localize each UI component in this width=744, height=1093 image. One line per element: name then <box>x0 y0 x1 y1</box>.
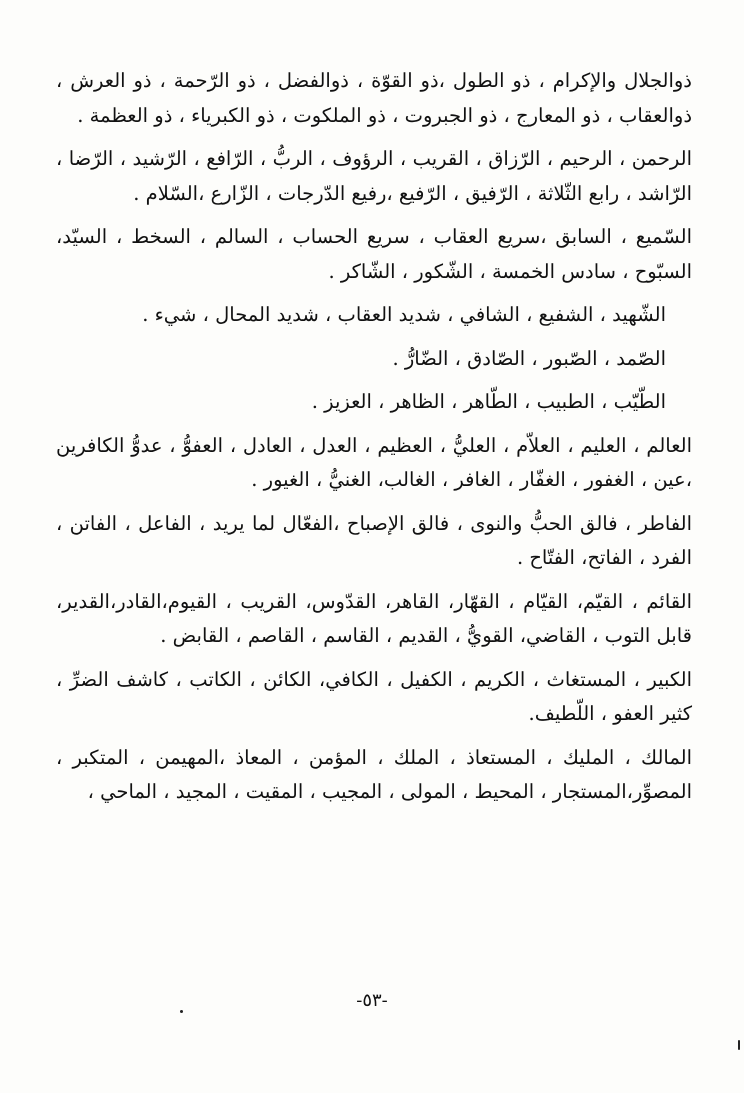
paragraph-shin: الشّهيد ، الشفيع ، الشافي ، شديد العقاب ، شديد المحال ، شيء . <box>142 303 666 326</box>
paragraph-dhu: ذوالجلال والإكرام ، ذو الطول ،ذو القوّة ، ذوالفضل ، ذو الرّحمة ، ذو العرش ، ذوالعقاب ، ذو المعارج ، ذو الجبروت ، ذو الملكوت ، ذو الكبرياء ، ذو العظمة . <box>56 69 692 127</box>
paragraph-fa: الفاطر ، فالق الحبُّ والنوى ، فالق الإصباح ،الفعّال لما يريد ، الفاعل ، الفاتن ، الفرد ، الفاتح، الفتّاح . <box>56 511 692 569</box>
paragraph-ra: الرحمن ، الرحيم ، الرّزاق ، القريب ، الرؤوف ، الربُّ ، الرّافع ، الرّشيد ، الرّضا ، الرّاشد ، رابع الثّلاثة ، الرّفيق ، الرّفيع ،رفيع الدّرجات ، الزّارع ،السّلام . <box>56 147 692 205</box>
paragraph-sin: السّميع ، السابق ،سريع العقاب ، سريع الحساب ، السالم ، السخط ، السيّد، السبّوح ، سادس الخمسة ، الشّكور ، الشّاكر . <box>56 225 692 283</box>
paragraph-qaf: القائم ، القيّم، القيّام ، القهّار، القاهر، القدّوس، القريب ، القيوم،القادر،القدير، قابل التوب ، القاضي، القويُّ ، القديم ، القاسم ، القاصم ، القابض . <box>56 589 692 647</box>
scan-speck <box>180 1010 183 1013</box>
paragraph-ain: العالم ، العليم ، العلاّم ، العليُّ ، العظيم ، العدل ، العادل ، العفوُّ ، عدوُّ الكافرين ،عين ، الغفور ، الغفّار ، الغافر ، الغالب، الغنيُّ ، الغيور . <box>56 433 692 491</box>
page-number: -٥٣- <box>356 990 388 1011</box>
paragraph-kaf: الكبير ، المستغاث ، الكريم ، الكفيل ، الكافي، الكائن ، الكاتب ، كاشف الضرِّ ، كثير العفو ، اللّطيف. <box>56 667 692 725</box>
paragraph-ta: الطّيّب ، الطبيب ، الطّاهر ، الظاهر ، العزيز . <box>311 390 666 413</box>
paragraph-sad: الصّمد ، الصّبور ، الصّادق ، الضّارُّ . <box>392 346 666 370</box>
paragraph-mim: المالك ، المليك ، المستعاذ ، الملك ، المؤمن ، المعاذ ،المهيمن ، المتكبر ، المصوِّر،المستجار ، المحيط ، المولى ، المجيب ، المقيت ، المجيد ، الماحي ، <box>56 745 692 803</box>
body-text <box>56 64 692 810</box>
scan-edge-mark <box>738 1040 740 1050</box>
